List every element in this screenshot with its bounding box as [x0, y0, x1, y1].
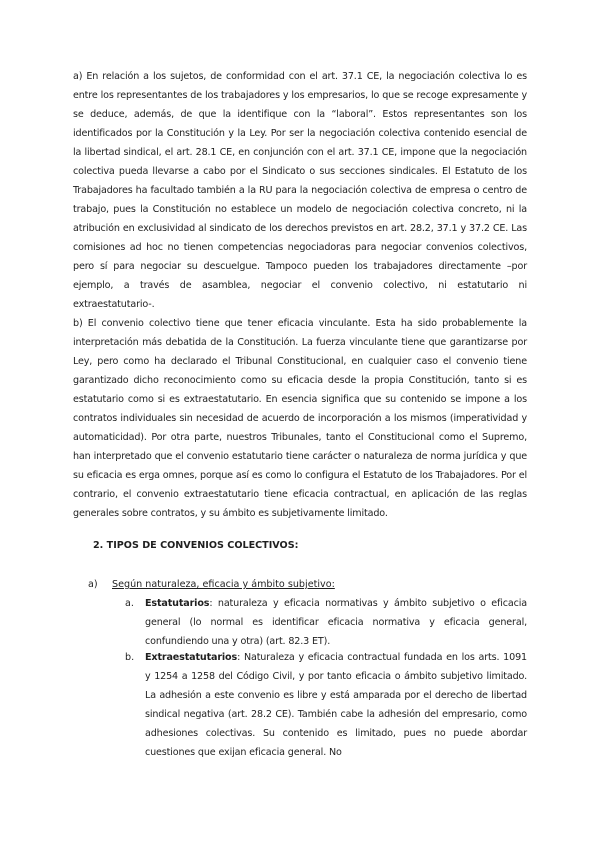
paragraph-subjects: a) En relación a los sujetos, de conformidad con el art. 37.1 CE, la negociación colectiva lo es entre los representantes de los trabajadores y los empresarios, lo que se recoge expresamente y se deduce, además, de que la identifique con la “laboral”. Estos representantes son los identificados por la Constitución y la Ley. Por ser la negociación colectiva contenido esencial de la libertad sindical, el art. 28.1 CE, en conjunción con el art. 37.1 CE, impone que la negociación colectiva pueda llevarse a cabo por el Sindicato o sus secciones sindicales. El Estatuto de los Trabajadores ha facultado también a la RU para la negociación colectiva de empresa o centro de trabajo, pues la Constitución no establece un modelo de negociación colectiva concreto, ni la atribución en exclusividad al sindicato de los derechos previstos en art. 28.2, 37.1 y 37.2 CE. Las comisiones ad hoc no tienen competencias negociadoras para negociar convenios colectivos, pero sí para negociar su descuelgue. Tampoco pueden los trabajadores directamente –por ejemplo, a través de asamblea, negociar el convenio colectivo, ni estatutario ni extraestatutario-.: [73, 71, 527, 310]
paragraph-binding-effect: b) El convenio colectivo tiene que tener eficacia vinculante. Esta ha sido probablemente la interpretación más debatida de la Constitución. La fuerza vinculante tiene que garantizarse por Ley, pero como ha declarado el Tribunal Constitucional, en cualquier caso el convenio tiene garantizado dicho reconocimiento como su eficacia desde la propia Constitución, tanto si es estatutario como si es extraestatutario. En esencia significa que su contenido se impone a los contratos individuales sin necesidad de acuerdo de incorporación a los mismos (imperatividad y automaticidad). Por otra parte, nuestros Tribunales, tanto el Constitucional como el Supremo, han interpretado que el convenio estatutario tiene carácter o naturaleza de norma jurídica y que su eficacia es erga omnes, porque así es como lo configura el Estatuto de los Trabajadores. Por el contrario, el convenio extraestatutario tiene eficacia contractual, en aplicación de las reglas generales sobre contratos, y su ámbito es subjetivamente limitado.: [73, 318, 527, 519]
section-heading: 2. TIPOS DE CONVENIOS COLECTIVOS:: [93, 540, 299, 551]
list-item-label: Extraestatutarios: [145, 652, 238, 663]
list-item-extrastatutory: [125, 648, 527, 762]
subsection-marker: a): [88, 579, 98, 590]
subsection-title: [88, 575, 528, 594]
list-item-label: Estatutarios: [145, 598, 210, 609]
list-item-marker: a.: [125, 598, 134, 609]
list-item-text: : naturaleza y eficacia normativas y ámbito subjetivo o eficacia general (lo normal es identificar eficacia normativa y eficacia general, confundiendo una y otra) (art. 82.3 ET).: [145, 598, 527, 647]
subsection-title-text: Según naturaleza, eficacia y ámbito subjetivo:: [112, 579, 335, 590]
list-item-text: : Naturaleza y eficacia contractual fundada en los arts. 1091 y 1254 a 1258 del Código Civil, y por tanto eficacia o ámbito subjetivo limitado. La adhesión a este convenio es libre y está amparada por el derecho de libertad sindical negativa (art. 28.2 CE). También cabe la adhesión del empresario, como adhesiones colectivas. Su contenido es limitado, pues no puede abordar cuestiones que exijan eficacia general. No: [145, 652, 527, 758]
list-item-marker: b.: [125, 652, 135, 663]
list-item-statutory: [125, 594, 527, 651]
